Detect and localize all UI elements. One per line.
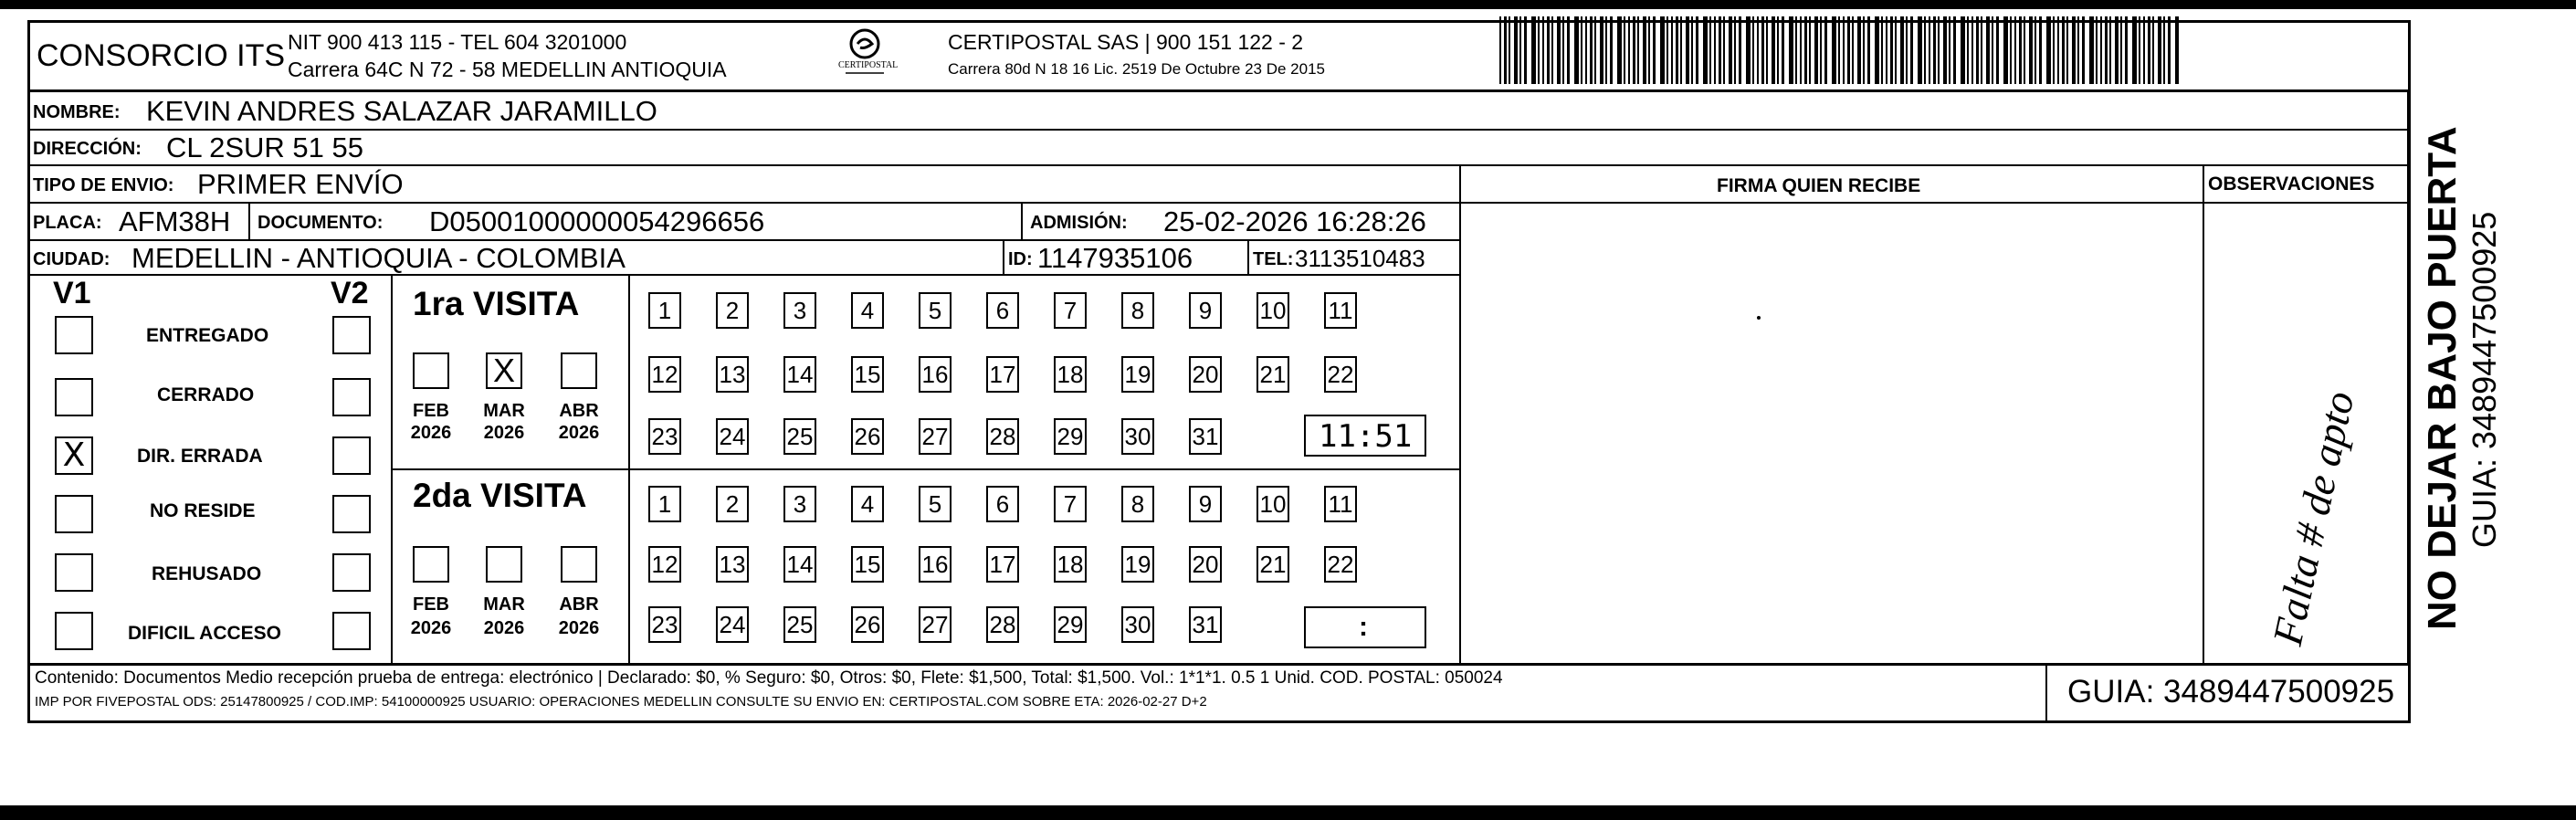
first-visit-month-mar-label: MAR — [483, 401, 525, 421]
barcode-bar — [1524, 16, 1527, 84]
first-visit-day-7[interactable]: 7 — [1054, 292, 1087, 329]
barcode-bar — [1949, 16, 1950, 84]
barcode-bar — [1691, 16, 1693, 84]
second-visit-month-mar-box[interactable] — [486, 546, 522, 583]
status-label-dir-errada: DIR. ERRADA — [137, 446, 263, 467]
v2-checkbox-dificil-acceso[interactable] — [332, 612, 371, 650]
barcode-bar — [1547, 16, 1550, 84]
bottom-edge-bar — [0, 805, 2576, 820]
barcode-bar — [2115, 16, 2119, 84]
v2-checkbox-entregado[interactable] — [332, 316, 371, 354]
barcode-bar — [1703, 16, 1708, 84]
second-visit-day-1[interactable]: 1 — [648, 486, 681, 522]
barcode-bar — [1814, 16, 1818, 84]
barcode-bar — [1971, 16, 1973, 84]
barcode-bar — [1820, 16, 1822, 84]
placa-value: AFM38H — [119, 205, 231, 237]
first-visit-day-18[interactable]: 18 — [1054, 356, 1087, 393]
barcode-bar — [1499, 16, 1501, 84]
barcode-bar — [1729, 16, 1732, 84]
barcode-bar — [1660, 16, 1665, 84]
second-visit-month-mar-label: MAR — [483, 594, 525, 615]
tipo-label: TIPO DE ENVIO: — [33, 175, 174, 195]
barcode-bar — [2029, 16, 2033, 84]
first-visit-day-11[interactable]: 11 — [1324, 292, 1357, 329]
id-value: 1147935106 — [1037, 242, 1193, 274]
barcode-bar — [1637, 16, 1639, 84]
barcode-bar — [2100, 16, 2102, 84]
nombre-label: NOMBRE: — [33, 102, 121, 122]
status-label-entregado: ENTREGADO — [146, 325, 269, 346]
barcode-bar — [1843, 16, 1845, 84]
barcode-bar — [1628, 16, 1630, 84]
col-line — [2407, 89, 2409, 665]
top-edge-bar — [0, 0, 2576, 9]
no-dejar-warning: NO DEJAR BAJO PUERTA — [2420, 126, 2465, 630]
barcode-bar — [2139, 16, 2140, 84]
barcode-bar — [1809, 16, 1811, 84]
barcode-bar — [1509, 16, 1510, 84]
v2-checkbox-rehusado[interactable] — [332, 553, 371, 592]
first-visit-day-27[interactable]: 27 — [919, 418, 952, 455]
second-visit-day-24[interactable]: 24 — [716, 606, 749, 643]
barcode-bar — [1900, 16, 1904, 84]
second-visit-day-14[interactable]: 14 — [783, 546, 816, 583]
barcode-bar — [1746, 16, 1751, 84]
second-visit-day-16[interactable]: 16 — [919, 546, 952, 583]
barcode-bar — [1610, 16, 1613, 84]
first-visit-day-13[interactable]: 13 — [716, 356, 749, 393]
first-visit-day-24[interactable]: 24 — [716, 418, 749, 455]
footer-guia-divider — [2045, 663, 2047, 723]
observaciones-handwritten-note: Falta # de apto — [2263, 387, 2363, 649]
header-divider — [27, 89, 2411, 92]
barcode-bar — [1562, 16, 1564, 84]
barcode-bar — [1757, 16, 1759, 84]
second-visit-day-7[interactable]: 7 — [1054, 486, 1087, 522]
tipo-value: PRIMER ENVÍO — [197, 168, 404, 200]
barcode-bar — [1867, 16, 1870, 84]
barcode-bar — [1890, 16, 1893, 84]
status-label-cerrado: CERRADO — [157, 384, 255, 405]
first-visit-day-23[interactable]: 23 — [648, 418, 681, 455]
barcode-bar — [1680, 16, 1682, 84]
barcode-bar — [1594, 16, 1596, 84]
col-line — [1459, 164, 1461, 665]
v2-checkbox-dir-errada[interactable] — [332, 436, 371, 475]
first-visit-title: 1ra VISITA — [413, 285, 580, 322]
barcode-bar — [1557, 16, 1561, 84]
first-visit-day-10[interactable]: 10 — [1256, 292, 1289, 329]
barcode-bar — [1605, 16, 1607, 84]
second-visit-day-12[interactable]: 12 — [648, 546, 681, 583]
barcode-bar — [1686, 16, 1689, 84]
barcode-bar — [1551, 16, 1553, 84]
second-visit-time-box[interactable] — [1304, 606, 1426, 648]
first-visit-day-5[interactable]: 5 — [919, 292, 952, 329]
barcode-bar — [1838, 16, 1840, 84]
admision-label: ADMISIÓN: — [1030, 213, 1128, 233]
first-visit-time: 11:51 — [1319, 418, 1413, 455]
barcode-bar — [1714, 16, 1716, 84]
placa-label: PLACA: — [33, 213, 102, 233]
first-visit-month-abr-label: ABR — [559, 401, 599, 421]
id-label: ID: — [1008, 249, 1033, 269]
barcode-bar — [1600, 16, 1603, 84]
barcode-bar — [1875, 16, 1879, 84]
barcode-bar — [1734, 16, 1736, 84]
barcode-bar — [1624, 16, 1625, 84]
barcode-bar — [1895, 16, 1897, 84]
row-line — [27, 164, 2411, 166]
barcode-bar — [2120, 16, 2122, 84]
barcode-bar — [1881, 16, 1883, 84]
barcode-bar — [1782, 16, 1784, 84]
barcode-bar — [1832, 16, 1836, 84]
second-visit-month-feb-label: FEB — [413, 594, 449, 615]
second-visit-day-17[interactable]: 17 — [986, 546, 1019, 583]
barcode-bar — [1933, 16, 1936, 84]
first-visit-year-label: 2026 — [410, 423, 452, 443]
first-visit-day-17[interactable]: 17 — [986, 356, 1019, 393]
barcode-bar — [1953, 16, 1956, 84]
barcode-bar — [2089, 16, 2094, 84]
barcode-bar — [1943, 16, 1947, 84]
barcode-bar — [1633, 16, 1635, 84]
barcode-bar — [2066, 16, 2068, 84]
first-visit-month-abr-box[interactable] — [561, 352, 597, 389]
barcode-bar — [1723, 16, 1725, 84]
second-visit-year-label: 2026 — [410, 618, 452, 638]
first-visit-day-22[interactable]: 22 — [1324, 356, 1357, 393]
second-visit-day-3[interactable]: 3 — [783, 486, 816, 522]
col-line — [248, 202, 250, 239]
second-visit-day-29[interactable]: 29 — [1054, 606, 1087, 643]
first-visit-day-4[interactable]: 4 — [851, 292, 884, 329]
certipostal-line: CERTIPOSTAL SAS | 900 151 122 - 2 — [948, 30, 1304, 54]
first-visit-day-15[interactable]: 15 — [851, 356, 884, 393]
row-line — [27, 129, 2411, 131]
barcode-bar — [1795, 16, 1797, 84]
barcode-bar — [1761, 16, 1764, 84]
certipostal-logo — [833, 26, 897, 82]
barcode-bar — [2003, 16, 2008, 84]
row-line — [27, 239, 1461, 241]
barcode-bar — [2158, 16, 2161, 84]
second-visit-day-31[interactable]: 31 — [1189, 606, 1222, 643]
barcode-bar — [1804, 16, 1807, 84]
second-visit-day-18[interactable]: 18 — [1054, 546, 1087, 583]
documento-label: DOCUMENTO: — [258, 213, 384, 233]
barcode-bar — [1585, 16, 1587, 84]
row-line — [27, 202, 2411, 204]
barcode-bar — [1643, 16, 1646, 84]
first-visit-day-19[interactable]: 19 — [1121, 356, 1154, 393]
second-visit-day-8[interactable]: 8 — [1121, 486, 1154, 522]
visit-divider — [393, 468, 1461, 470]
second-visit-day-28[interactable]: 28 — [986, 606, 1019, 643]
barcode-bar — [2014, 16, 2016, 84]
second-visit-day-20[interactable]: 20 — [1189, 546, 1222, 583]
tel-value: 3113510483 — [1295, 245, 1425, 272]
barcode-bar — [2148, 16, 2150, 84]
barcode-bar — [1789, 16, 1793, 84]
first-visit-year-label: 2026 — [558, 423, 600, 443]
first-visit-day-25[interactable]: 25 — [783, 418, 816, 455]
barcode-bar — [2057, 16, 2059, 84]
second-visit-time: : — [1359, 612, 1368, 642]
first-visit-month-feb-box[interactable] — [413, 352, 449, 389]
second-visit-day-27[interactable]: 27 — [919, 606, 952, 643]
first-visit-day-1[interactable]: 1 — [648, 292, 681, 329]
barcode-bar — [2163, 16, 2165, 84]
second-visit-day-25[interactable]: 25 — [783, 606, 816, 643]
second-visit-month-feb-box[interactable] — [413, 546, 449, 583]
barcode-bar — [1976, 16, 1979, 84]
barcode-bar — [1514, 16, 1518, 84]
barcode-bar — [1581, 16, 1582, 84]
license-line: Carrera 80d N 18 16 Lic. 2519 De Octubre 23 De 2015 — [948, 60, 1325, 78]
barcode-bar — [2072, 16, 2076, 84]
barcode-bar — [2024, 16, 2025, 84]
barcode-bar — [1696, 16, 1698, 84]
barcode-bar — [2062, 16, 2065, 84]
v1-checkbox-dificil-acceso[interactable] — [55, 612, 93, 650]
side-guia: GUIA: 3489447500925 — [2466, 211, 2503, 548]
barcode-bar — [1800, 16, 1802, 84]
col-line — [1003, 239, 1004, 274]
tel-label: TEL: — [1253, 249, 1294, 269]
footer-guia: GUIA: 3489447500925 — [2067, 674, 2395, 710]
second-visit-day-10[interactable]: 10 — [1256, 486, 1289, 522]
barcode-bar — [2125, 16, 2128, 84]
second-visit-day-26[interactable]: 26 — [851, 606, 884, 643]
barcode-bar — [2168, 16, 2171, 84]
barcode-bar — [2053, 16, 2055, 84]
company-name: CONSORCIO ITS — [37, 38, 286, 73]
col-line — [1247, 239, 1249, 274]
second-visit-day-21[interactable]: 21 — [1256, 546, 1289, 583]
barcode-bar — [1542, 16, 1544, 84]
first-visit-day-26[interactable]: 26 — [851, 418, 884, 455]
second-visit-day-9[interactable]: 9 — [1189, 486, 1222, 522]
second-visit-day-5[interactable]: 5 — [919, 486, 952, 522]
barcode-bar — [1567, 16, 1570, 84]
first-visit-day-30[interactable]: 30 — [1121, 418, 1154, 455]
v1-checkbox-rehusado[interactable] — [55, 553, 93, 592]
barcode-bar — [1824, 16, 1827, 84]
barcode-bar — [1906, 16, 1908, 84]
second-visit-day-2[interactable]: 2 — [716, 486, 749, 522]
nit-line: NIT 900 413 115 - TEL 604 3201000 — [288, 30, 627, 54]
v1-checkbox-entregado[interactable] — [55, 316, 93, 354]
firma-header: FIRMA QUIEN RECIBE — [1717, 175, 1921, 196]
admision-value: 25-02-2026 16:28:26 — [1163, 205, 1426, 237]
barcode-bar — [1531, 16, 1536, 84]
barcode-bar — [1996, 16, 1999, 84]
barcode-bar — [1910, 16, 1913, 84]
observaciones-header: OBSERVACIONES — [2208, 173, 2375, 194]
second-visit-year-label: 2026 — [558, 618, 600, 638]
first-visit-day-2[interactable]: 2 — [716, 292, 749, 329]
second-visit-day-30[interactable]: 30 — [1121, 606, 1154, 643]
barcode-bar — [1929, 16, 1930, 84]
address-line: Carrera 64C N 72 - 58 MEDELLIN ANTIOQUIA — [288, 58, 727, 81]
barcode-bar — [2175, 16, 2179, 84]
second-visit-day-6[interactable]: 6 — [986, 486, 1019, 522]
direccion-value: CL 2SUR 51 55 — [166, 131, 363, 163]
direccion-label: DIRECCIÓN: — [33, 139, 142, 159]
barcode-bar — [1967, 16, 1969, 84]
barcode-bar — [1752, 16, 1754, 84]
barcode-bar — [1857, 16, 1861, 84]
footer-imp: IMP POR FIVEPOSTAL ODS: 25147800925 / COD.IMP: 54100000925 USUARIO: OPERACIONES MEDELLIN CONSULTE SU ENVIO EN: CERTIPOSTAL.COM SOBRE ETA: 2026-02-27 D+2 — [35, 694, 1207, 710]
first-visit-month-feb-label: FEB — [413, 401, 449, 421]
barcode-bar — [1617, 16, 1622, 84]
status-label-rehusado: REHUSADO — [152, 563, 262, 584]
first-visit-day-28[interactable]: 28 — [986, 418, 1019, 455]
barcode-bar — [1667, 16, 1668, 84]
v1-checkbox-dir-errada[interactable]: X — [55, 436, 93, 475]
barcode-bar — [1519, 16, 1521, 84]
barcode-bar — [2046, 16, 2051, 84]
barcode-bar — [1961, 16, 1965, 84]
footer-contenido: Contenido: Documentos Medio recepción prueba de entrega: electrónico | Declarado: $0, % Seguro: $0, Otros: $0, Flete: $1,500, Total: $1,500. Vol.: 1*1*1. 0.5 1 Unid. COD. POSTAL: 050024 — [35, 668, 1503, 688]
barcode-bar — [1852, 16, 1854, 84]
barcode-bar — [2143, 16, 2145, 84]
barcode-bar — [1739, 16, 1741, 84]
second-visit-day-22[interactable]: 22 — [1324, 546, 1357, 583]
barcode-bar — [1938, 16, 1940, 84]
barcode-bar — [2019, 16, 2022, 84]
barcode-bar — [1772, 16, 1775, 84]
ciudad-value: MEDELLIN - ANTIOQUIA - COLOMBIA — [131, 242, 626, 274]
first-visit-year-label: 2026 — [483, 423, 525, 443]
barcode-bar — [2152, 16, 2154, 84]
first-visit-day-12[interactable]: 12 — [648, 356, 681, 393]
status-label-dificil-acceso: DIFICIL ACCESO — [128, 623, 282, 644]
second-visit-day-4[interactable]: 4 — [851, 486, 884, 522]
first-visit-day-6[interactable]: 6 — [986, 292, 1019, 329]
barcode-bar — [1590, 16, 1593, 84]
barcode-bar — [1676, 16, 1678, 84]
first-visit-day-8[interactable]: 8 — [1121, 292, 1154, 329]
barcode-bar — [2109, 16, 2111, 84]
barcode-bar — [1653, 16, 1656, 84]
col-line — [1021, 202, 1023, 239]
barcode-bar — [1709, 16, 1711, 84]
first-visit-month-mar-box[interactable]: X — [486, 352, 522, 389]
second-visit-day-13[interactable]: 13 — [716, 546, 749, 583]
barcode-bar — [1671, 16, 1673, 84]
barcode-bar — [1992, 16, 1993, 84]
first-visit-day-14[interactable]: 14 — [783, 356, 816, 393]
barcode-bar — [2077, 16, 2079, 84]
second-visit-day-23[interactable]: 23 — [648, 606, 681, 643]
barcode-bar — [1766, 16, 1768, 84]
signature-mark — [1757, 316, 1761, 320]
second-visit-month-abr-box[interactable] — [561, 546, 597, 583]
barcode-bar — [2082, 16, 2085, 84]
v1-header: V1 — [53, 276, 91, 310]
v1-checkbox-no-reside[interactable] — [55, 495, 93, 533]
barcode-bar — [2132, 16, 2137, 84]
v2-checkbox-no-reside[interactable] — [332, 495, 371, 533]
barcode-bar — [1918, 16, 1922, 84]
barcode-bar — [1777, 16, 1779, 84]
barcode-bar — [1886, 16, 1887, 84]
barcode-bar — [1719, 16, 1721, 84]
nombre-value: KEVIN ANDRES SALAZAR JARAMILLO — [146, 95, 657, 127]
barcode-bar — [1574, 16, 1579, 84]
second-visit-title: 2da VISITA — [413, 477, 587, 514]
barcode-bar — [1986, 16, 1990, 84]
second-visit-year-label: 2026 — [483, 618, 525, 638]
first-visit-day-20[interactable]: 20 — [1189, 356, 1222, 393]
visit-month-divider — [628, 274, 630, 665]
barcode-bar — [1863, 16, 1865, 84]
barcode-bar — [1538, 16, 1540, 84]
v2-checkbox-cerrado[interactable] — [332, 378, 371, 416]
col-line — [2203, 164, 2204, 665]
barcode-bar — [1924, 16, 1926, 84]
barcode-bar — [2035, 16, 2036, 84]
barcode-bar — [1847, 16, 1850, 84]
second-visit-month-abr-label: ABR — [559, 594, 599, 615]
barcode-bar — [2096, 16, 2098, 84]
first-visit-day-16[interactable]: 16 — [919, 356, 952, 393]
barcode-bar — [2039, 16, 2042, 84]
documento-value: D05001000000054296656 — [429, 205, 765, 237]
barcode-bar — [1648, 16, 1650, 84]
first-visit-day-21[interactable]: 21 — [1256, 356, 1289, 393]
second-visit-day-19[interactable]: 19 — [1121, 546, 1154, 583]
v1-checkbox-cerrado[interactable] — [55, 378, 93, 416]
second-visit-day-11[interactable]: 11 — [1324, 486, 1357, 522]
footer-divider — [27, 663, 2411, 666]
barcode-bar — [1981, 16, 1982, 84]
barcode-bar — [2105, 16, 2108, 84]
v2-header: V2 — [331, 276, 369, 310]
second-visit-day-15[interactable]: 15 — [851, 546, 884, 583]
first-visit-day-9[interactable]: 9 — [1189, 292, 1222, 329]
logo-wordmark: CERTIPOSTAL — [838, 60, 899, 70]
first-visit-time-box[interactable] — [1304, 415, 1426, 457]
barcode-bar — [1504, 16, 1507, 84]
first-visit-day-31[interactable]: 31 — [1189, 418, 1222, 455]
barcode — [1498, 16, 2179, 84]
first-visit-day-3[interactable]: 3 — [783, 292, 816, 329]
barcode-bar — [2010, 16, 2012, 84]
status-label-no-reside: NO RESIDE — [150, 500, 256, 521]
first-visit-day-29[interactable]: 29 — [1054, 418, 1087, 455]
ciudad-label: CIUDAD: — [33, 249, 110, 269]
